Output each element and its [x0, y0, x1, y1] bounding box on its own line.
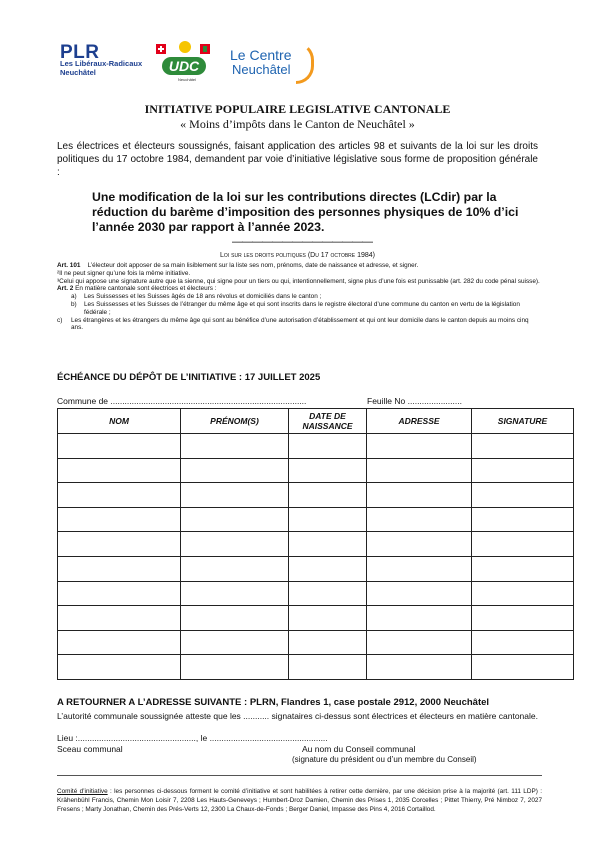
cell-firstname[interactable]	[181, 532, 289, 557]
cell-address[interactable]	[367, 581, 472, 606]
place-date-field[interactable]: Lieu :.................................................., le ..................................................	[57, 733, 328, 743]
le-centre-logo-subtitle: Neuchâtel	[232, 62, 291, 77]
plr-logo: PLR	[60, 42, 100, 63]
law-list-item	[57, 293, 542, 301]
art101-paragraph-3: ³Celui qui appose une signature autre que la sienne, qui signe pour un tiers ou qui, intentionnellement, signe plus d’une fois est punissable (art. 282 du code pénal suisse).	[57, 277, 540, 285]
document-title: INITIATIVE POPULAIRE LEGISLATIVE CANTONALE	[144, 102, 451, 116]
document-subtitle: « Moins d’impôts dans le Canton de Neuchâtel »	[180, 117, 415, 131]
cell-firstname[interactable]	[181, 630, 289, 655]
law-excerpt	[57, 262, 542, 332]
cell-name[interactable]	[58, 507, 181, 532]
committee-members: : les personnes ci-dessous forment le comité d’initiative et sont habilitées à retirer cette dernière, par une décision prise à la majorité (art. 111 LDP) : Krähenbühl Francis, Chemin Mon Loisir 7, 2208 Les Hauts-Geneveys ; Humbert-Droz Damien, Chemin des Prises 1, 2035 Corcelles ; Pittet Thierry, Pré Nimboz 7, 2027 Fresens ; Marty Jonathan, Chemin des Prés-Verts 12, 2300 La Chaux-de-Fonds ; Berger Daniel, Impasse des Pins 4, 2016 Cortaillod.	[57, 788, 542, 813]
art2-text: En matière cantonale sont électrices et électeurs :	[75, 285, 217, 293]
intro-paragraph: Les électrices et électeurs soussignés, faisant application des articles 98 et suivants de la loi sur les droits politiques du 17 octobre 1984, demandent par voie d’initiative législative sous forme de proposition générale :	[57, 141, 538, 178]
cell-address[interactable]	[367, 556, 472, 581]
cell-firstname[interactable]	[181, 458, 289, 483]
table-row	[58, 483, 574, 508]
plr-logo-line: Les Libéraux-Radicaux	[60, 59, 143, 68]
law-list-item	[57, 301, 542, 317]
cell-birthdate[interactable]	[289, 434, 367, 459]
cell-firstname[interactable]	[181, 606, 289, 631]
cell-name[interactable]	[58, 630, 181, 655]
column-header-adresse: ADRESSE	[367, 409, 472, 434]
table-row	[58, 581, 574, 606]
table-body	[58, 434, 574, 680]
municipal-seal-label: Sceau communal	[57, 744, 123, 754]
cell-address[interactable]	[367, 483, 472, 508]
plr-logo-line: Neuchâtel	[60, 67, 96, 77]
plr-logo-subtitle	[60, 60, 142, 77]
list-marker: a)	[71, 293, 77, 301]
cell-address[interactable]	[367, 507, 472, 532]
le-centre-arc-icon	[296, 42, 314, 84]
separator: ——————————————	[232, 236, 372, 248]
cell-name[interactable]	[58, 581, 181, 606]
udc-logo-subtitle: Neuchâtel	[178, 77, 197, 82]
cell-name[interactable]	[58, 434, 181, 459]
cell-firstname[interactable]	[181, 483, 289, 508]
cell-firstname[interactable]	[181, 655, 289, 680]
column-header-date-naissance: DATE DE NAISSANCE	[289, 409, 367, 434]
cell-birthdate[interactable]	[289, 483, 367, 508]
cell-signature[interactable]	[472, 655, 574, 680]
return-address: A RETOURNER A L’ADRESSE SUIVANTE : PLRN, Flandres 1, case postale 2912, 2000 Neuchâtel	[57, 697, 490, 708]
table-row	[58, 556, 574, 581]
cell-firstname[interactable]	[181, 581, 289, 606]
council-signature-note: (signature du président ou d’un membre du Conseil)	[292, 755, 477, 764]
cell-signature[interactable]	[472, 630, 574, 655]
cell-birthdate[interactable]	[289, 655, 367, 680]
commune-field[interactable]: Commune de ...................................................................................	[57, 396, 307, 406]
cell-name[interactable]	[58, 458, 181, 483]
list-text: Les étrangères et les étrangers du même âge qui sont au bénéfice d’une autorisation d’établissement et qui ont leur domicile dans le canton depuis au moins cinq ans.	[71, 316, 529, 332]
table-row	[58, 458, 574, 483]
cell-name[interactable]	[58, 483, 181, 508]
art101-label: Art. 101	[57, 262, 81, 269]
divider	[57, 775, 542, 776]
council-label: Au nom du Conseil communal	[302, 744, 416, 754]
art2	[57, 285, 542, 293]
cell-birthdate[interactable]	[289, 532, 367, 557]
table-row	[58, 655, 574, 680]
cell-address[interactable]	[367, 434, 472, 459]
table-header-row	[58, 409, 574, 434]
committee-text	[57, 787, 542, 814]
cell-signature[interactable]	[472, 434, 574, 459]
list-marker: b)	[71, 300, 77, 308]
cell-birthdate[interactable]	[289, 458, 367, 483]
table-row	[58, 630, 574, 655]
law-list-item	[57, 317, 542, 333]
column-header-nom: NOM	[58, 409, 181, 434]
udc-logo-text: UDC	[162, 57, 206, 75]
table-row	[58, 606, 574, 631]
cell-signature[interactable]	[472, 507, 574, 532]
cell-firstname[interactable]	[181, 507, 289, 532]
cell-signature[interactable]	[472, 606, 574, 631]
list-text: Les Suissesses et les Suisses âgés de 18 ans révolus et domiciliés dans le canton ;	[84, 293, 322, 301]
cell-address[interactable]	[367, 458, 472, 483]
cell-birthdate[interactable]	[289, 581, 367, 606]
cell-signature[interactable]	[472, 532, 574, 557]
table-row	[58, 507, 574, 532]
cell-name[interactable]	[58, 655, 181, 680]
cell-firstname[interactable]	[181, 434, 289, 459]
cell-signature[interactable]	[472, 483, 574, 508]
art2-label: Art. 2	[57, 285, 74, 293]
table-row	[58, 532, 574, 557]
cell-address[interactable]	[367, 532, 472, 557]
sheet-number-field[interactable]: Feuille No .......................	[367, 396, 462, 406]
cell-birthdate[interactable]	[289, 556, 367, 581]
cell-signature[interactable]	[472, 556, 574, 581]
art101	[57, 262, 542, 270]
art101-text: L’électeur doit apposer de sa main lisiblement sur la liste ses nom, prénoms, date de naissance et adresse, et signer.	[87, 262, 419, 269]
udc-logo	[152, 38, 218, 88]
art101-paragraph-2: ²Il ne peut signer qu’une fois la même initiative.	[57, 269, 191, 277]
cell-birthdate[interactable]	[289, 630, 367, 655]
cell-firstname[interactable]	[181, 556, 289, 581]
signature-table	[57, 408, 574, 680]
deadline-heading: ÉCHÉANCE DU DÉPÔT DE L’INITIATIVE : 17 JUILLET 2025	[57, 372, 321, 383]
committee-label: Comité d’initiative	[57, 788, 108, 795]
column-header-signature: SIGNATURE	[472, 409, 574, 434]
cell-birthdate[interactable]	[289, 606, 367, 631]
cell-name[interactable]	[58, 556, 181, 581]
list-marker: c)	[57, 316, 63, 324]
cell-name[interactable]	[58, 532, 181, 557]
proposal-text: Une modification de la loi sur les contributions directes (LCdir) par la réduction du barème d’imposition des personnes physiques de 10% d’ici l’année 2030 par rapport à l’année 2023.	[92, 190, 519, 234]
list-text: Les Suissesses et les Suisses de l’étranger du même âge et qui sont inscrits dans le registre électoral d’une commune du canton en vertu de la législation fédérale ;	[84, 300, 520, 316]
cell-address[interactable]	[367, 655, 472, 680]
cell-signature[interactable]	[472, 581, 574, 606]
cell-address[interactable]	[367, 606, 472, 631]
le-centre-logo: Le Centre	[230, 47, 292, 63]
cell-name[interactable]	[58, 606, 181, 631]
cell-birthdate[interactable]	[289, 507, 367, 532]
cell-signature[interactable]	[472, 458, 574, 483]
table-row	[58, 434, 574, 459]
attestation-text: L’autorité communale soussignée atteste que les ........... signataires ci-dessus sont électrices et électeurs en matière cantonale.	[57, 711, 538, 721]
cell-address[interactable]	[367, 630, 472, 655]
law-heading: Loi sur les droits politiques (Du 17 octobre 1984)	[220, 252, 375, 259]
column-header-prenom: PRÉNOM(S)	[181, 409, 289, 434]
